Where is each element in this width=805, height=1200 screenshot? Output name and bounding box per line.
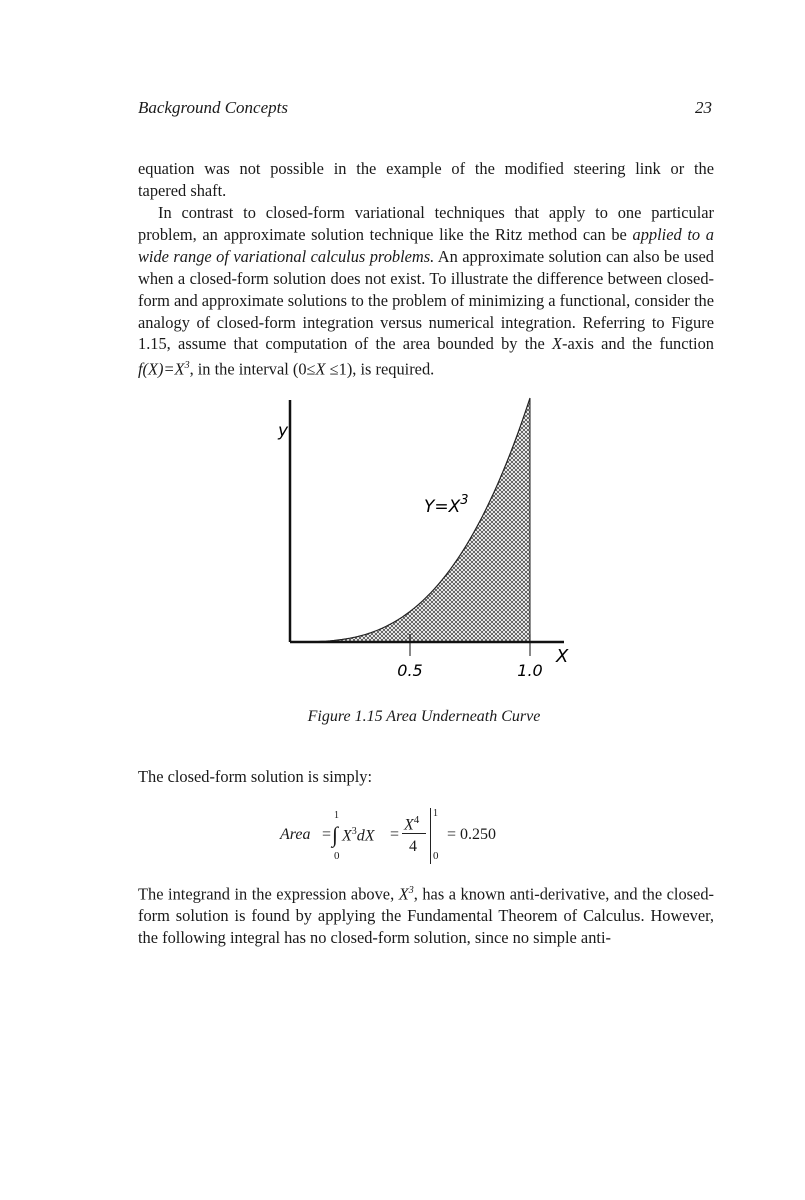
section-title: Background Concepts [138, 98, 288, 117]
text-span: , in the interval (0≤ [189, 359, 316, 379]
math-variable: X [315, 359, 326, 379]
x-axis-label: X [556, 646, 569, 667]
curve-label: $Y=X^3$ [424, 493, 469, 517]
integral-lower-limit: 0 [334, 850, 340, 862]
paragraph-closed-form [138, 766, 714, 788]
text-span: ≤1), is required. [325, 359, 435, 379]
evaluation-lower: 0 [433, 850, 439, 862]
equals-sign-2: = [390, 826, 400, 843]
area-chart-svg [250, 396, 590, 696]
page-number: 23 [695, 98, 712, 117]
math-function: f(X)=X [138, 359, 185, 379]
paragraph-integrand [138, 880, 714, 949]
text-span: In contrast to closed-form variational techniques that apply to one particular problem, an approximate solution technique like the Ritz method can be [138, 203, 714, 244]
antiderivative-numerator: $X^4$ [404, 814, 420, 834]
figure-caption: Figure 1.15 Area Underneath Curve [307, 708, 541, 725]
equation-lhs: Area [280, 826, 311, 843]
text-span: The integrand in the expression above, [138, 884, 399, 904]
integrand: $X^3dX$ [342, 826, 375, 845]
fraction-line [402, 833, 426, 834]
x-tick-label-0.5: 0.5 [397, 661, 423, 680]
shaded-area [290, 398, 530, 642]
text-span: -axis and the function [562, 334, 714, 354]
antiderivative-denominator: 4 [409, 838, 417, 855]
integral-upper-limit: 1 [334, 810, 339, 821]
text-span: , has a known anti-derivative, and the closed-form solution is found by applying the Fundamental Theorem of Calculus. However, the following integral has no closed-form solution, since no simple anti- [138, 884, 714, 948]
x-tick-label-1.0: 1.0 [517, 661, 543, 680]
math-exponent: 3 [408, 885, 414, 896]
evaluation-upper: 1 [433, 808, 438, 819]
math-exponent: 3 [184, 360, 190, 372]
running-header [138, 98, 712, 122]
paragraph-line: The closed-form solution is simply: [138, 767, 372, 786]
y-axis-label: y [278, 421, 289, 441]
equals-sign: = [322, 826, 332, 843]
integral-sign: ∫ [332, 822, 339, 847]
figure-area-curve [250, 396, 590, 696]
text-span: An approximate solution can also be used when a closed-form solution does not exist. To illustrate the difference between closed-form and approximate solutions to the problem of minimizing a functional, consider the analogy of closed-form integration versus numerical integration. Referring to Figure 1.15, assume that computation of the area bounded by the [138, 246, 715, 354]
math-variable: X [552, 334, 563, 354]
math-variable: X [398, 884, 409, 904]
area-equation [272, 808, 532, 868]
evaluation-bar [430, 808, 431, 864]
emphasis-text: applied to a wide range of variational calculus problems. [138, 224, 714, 266]
paragraph-contrast [138, 202, 714, 381]
paragraph-line: equation was not possible in the example of the modified steering link or the [138, 159, 714, 178]
paragraph-continuation [138, 158, 714, 202]
equation-result: = 0.250 [447, 826, 497, 843]
paragraph-line: tapered shaft. [138, 180, 227, 200]
